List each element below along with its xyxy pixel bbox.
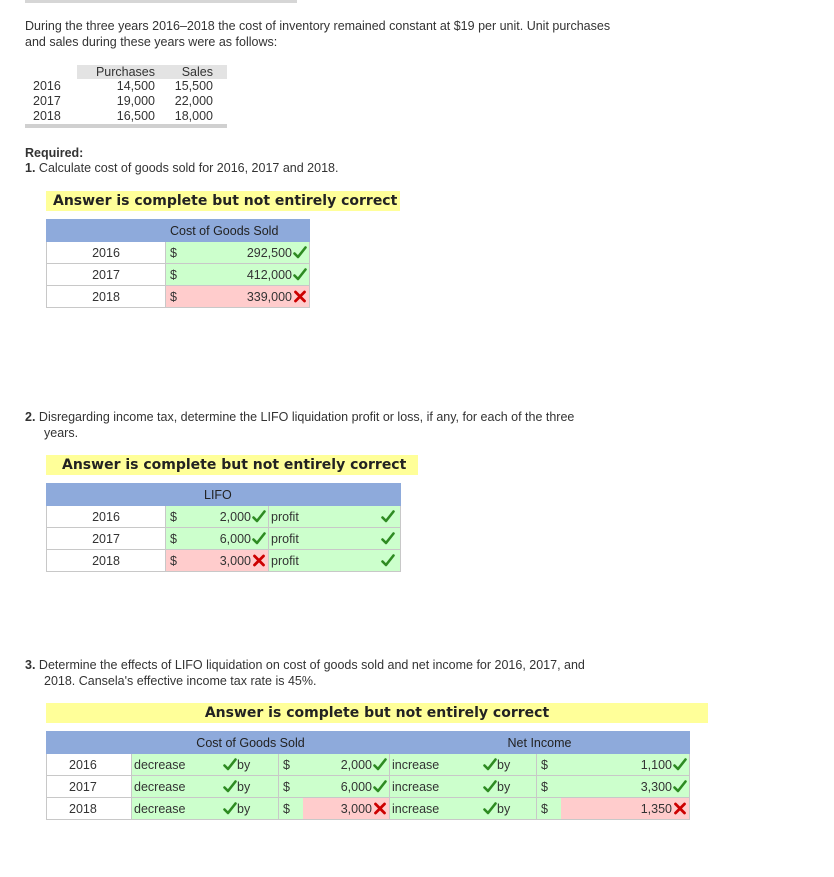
- cross-icon: [673, 802, 687, 815]
- check-icon: [381, 554, 395, 567]
- cross-icon: [293, 290, 307, 303]
- table-row: 2016 decrease by $ 2,000 increase by $ 1,100: [47, 754, 690, 776]
- lifo-2018-type-select[interactable]: profit: [269, 550, 381, 572]
- purchases-sales-table: [25, 65, 227, 128]
- question-2-number: 2.: [25, 410, 36, 424]
- question-3: [25, 657, 655, 689]
- cogs-header: Cost of Goods Sold: [166, 220, 310, 242]
- ni-effect-input[interactable]: 1,350: [561, 798, 690, 820]
- question-3-number: 3.: [25, 658, 36, 672]
- effects-net-income-header: Net Income: [390, 732, 690, 754]
- problem-intro: [25, 18, 655, 50]
- check-icon: [373, 758, 387, 771]
- check-icon: [293, 268, 307, 281]
- cogs-effect-input[interactable]: 2,000: [303, 754, 390, 776]
- table-row: 2018 $ 3,000 profit: [47, 550, 401, 572]
- table-header-blank: [25, 65, 77, 79]
- lifo-2017-input[interactable]: 6,000: [190, 528, 269, 550]
- check-icon: [483, 758, 497, 771]
- cogs-direction-select[interactable]: decrease: [132, 798, 223, 820]
- check-icon: [223, 780, 237, 793]
- ni-effect-input[interactable]: 1,100: [561, 754, 690, 776]
- table-header-purchases: Purchases: [77, 65, 155, 79]
- intro-line-2: and sales during these years were as follows:: [25, 35, 278, 49]
- check-icon: [483, 780, 497, 793]
- check-icon: [483, 802, 497, 815]
- ni-direction-select[interactable]: increase: [390, 798, 483, 820]
- cogs-effect-input[interactable]: 3,000: [303, 798, 390, 820]
- check-icon: [381, 532, 395, 545]
- table-row: 2017 decrease by $ 6,000 increase by $ 3,300: [47, 776, 690, 798]
- lifo-header: LIFO: [166, 484, 401, 506]
- check-icon: [673, 780, 687, 793]
- cogs-answer-table: [46, 219, 310, 308]
- lifo-2016-type-select[interactable]: profit: [269, 506, 381, 528]
- check-icon: [381, 510, 395, 523]
- table-row: 2018 16,500 18,000: [33, 109, 213, 123]
- cogs-direction-select[interactable]: decrease: [132, 754, 223, 776]
- cross-icon: [373, 802, 387, 815]
- question-1-text: Calculate cost of goods sold for 2016, 2017 and 2018.: [38, 161, 339, 175]
- ni-direction-select[interactable]: increase: [390, 754, 483, 776]
- effects-cogs-header: Cost of Goods Sold: [132, 732, 390, 754]
- answer-status-banner-1: Answer is complete but not entirely correct: [46, 191, 400, 211]
- check-icon: [252, 510, 266, 523]
- required-heading: Required:: [25, 146, 84, 160]
- table-row: 2017 $ 412,000: [47, 264, 310, 286]
- table-row: 2017 $ 6,000 profit: [47, 528, 401, 550]
- lifo-2016-input[interactable]: 2,000: [190, 506, 269, 528]
- intro-line-1: During the three years 2016–2018 the cost of inventory remained constant at $19 per unit. Unit purchases: [25, 19, 611, 33]
- table-row: 2018 $ 339,000: [47, 286, 310, 308]
- check-icon: [252, 532, 266, 545]
- cogs-2017-input[interactable]: 412,000: [190, 264, 310, 286]
- table-row: 2018 decrease by $ 3,000 increase by $ 1,350: [47, 798, 690, 820]
- check-icon: [373, 780, 387, 793]
- question-1: [25, 160, 338, 176]
- lifo-answer-table: [46, 483, 401, 572]
- table-row: 2016 $ 2,000 profit: [47, 506, 401, 528]
- cogs-header-blank: [47, 220, 166, 242]
- cross-icon: [252, 554, 266, 567]
- answer-status-banner-3: Answer is complete but not entirely correct: [46, 703, 708, 723]
- answer-status-banner-2: Answer is complete but not entirely correct: [46, 455, 418, 475]
- question-3-text: Determine the effects of LIFO liquidation on cost of goods sold and net income for 2016, 2017, and: [38, 658, 585, 672]
- table-row: 2017 19,000 22,000: [33, 94, 213, 108]
- top-divider: [25, 0, 297, 3]
- table-row: 2016 14,500 15,500: [33, 79, 213, 93]
- check-icon: [673, 758, 687, 771]
- check-icon: [223, 802, 237, 815]
- question-2-text: Disregarding income tax, determine the LIFO liquidation profit or loss, if any, for each of the three: [38, 410, 575, 424]
- lifo-2018-input[interactable]: 3,000: [190, 550, 269, 572]
- question-2: [25, 409, 645, 441]
- question-3-text-cont: 2018. Cansela's effective income tax rate is 45%.: [44, 674, 317, 688]
- table-header-sales: Sales: [155, 65, 227, 79]
- ni-effect-input[interactable]: 3,300: [561, 776, 690, 798]
- cogs-2018-input[interactable]: 339,000: [190, 286, 310, 308]
- question-2-text-cont: years.: [44, 426, 79, 440]
- cogs-effect-input[interactable]: 6,000: [303, 776, 390, 798]
- check-icon: [223, 758, 237, 771]
- table-row: 2016 $ 292,500: [47, 242, 310, 264]
- question-1-number: 1.: [25, 161, 36, 175]
- check-icon: [293, 246, 307, 259]
- ni-direction-select[interactable]: increase: [390, 776, 483, 798]
- effects-answer-table: [46, 731, 690, 820]
- cogs-2016-input[interactable]: 292,500: [190, 242, 310, 264]
- lifo-2017-type-select[interactable]: profit: [269, 528, 381, 550]
- cogs-direction-select[interactable]: decrease: [132, 776, 223, 798]
